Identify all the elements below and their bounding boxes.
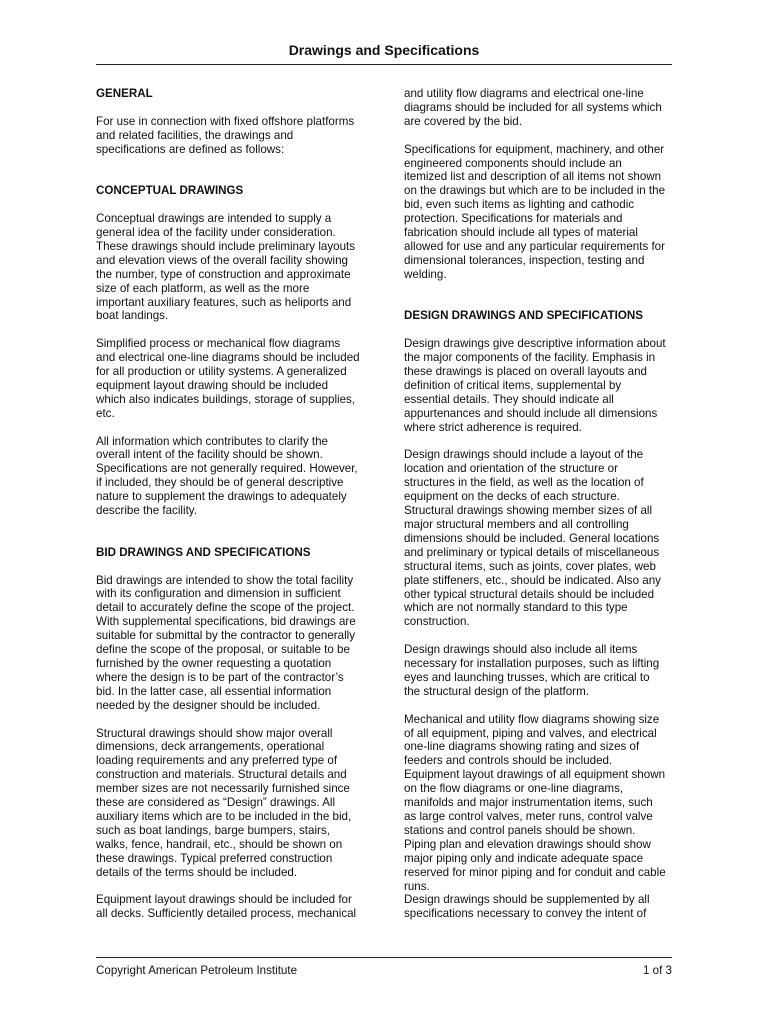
section-heading-bid: BID DRAWINGS AND SPECIFICATIONS [96, 545, 311, 559]
paragraph: Design drawings should also include all items necessary for installation purposes, such as lifting eyes and launching trusses, which are critical to the structural design of the platform. [404, 643, 660, 698]
right-column [404, 87, 668, 935]
paragraph: All information which contributes to clarify the overall intent of the facility should be shown. Specifications are not generally required. However, if included, they should be of general descriptive nature to supplement the drawings to adequately describe the facility. [96, 434, 358, 518]
paragraph: Simplified process or mechanical flow diagrams and electrical one-line diagrams should be included for all production or utility systems. A generalized equipment layout drawing should be included which also indicates buildings, storage of supplies, etc. [96, 337, 360, 420]
paragraph: Conceptual drawings are intended to supply a general idea of the facility under consideration. These drawings should include preliminary layouts and elevation views of the overall facility showing the number, type of construction and approximate size of each platform, as well as the more important auxiliary features, such as heliports and boat landings. [96, 212, 356, 323]
paragraph: Mechanical and utility flow diagrams showing size of all equipment, piping and valves, and electrical one-line diagrams showing rating and sizes of feeders and controls should be included. Equipment layout drawings of all equipment shown on the flow diagrams or one-line diagrams, manifolds and major instrumentation items, such as large control valves, meter runs, control valve stations and control panels should be shown. Piping plan and elevation drawings should show major piping only and indicate adequate space reserved for minor piping and for conduit and cable runs. [404, 712, 666, 893]
paragraph: and utility flow diagrams and electrical one-line diagrams should be included for all systems which are covered by the bid. [404, 87, 662, 128]
paragraph: Bid drawings are intended to show the total facility with its configuration and dimension in sufficient detail to accurately define the scope of the project. With supplemental specifications, bid drawings are suitable for submittal by the contractor to generally define the scope of the proposal, or suitable to be furnished by the owner requesting a quotation where the design is to be part of the contractor’s bid. In the latter case, all essential information needed by the designer should be included. [96, 573, 356, 712]
footer-copyright: Copyright American Petroleum Institute [96, 964, 298, 977]
left-column [96, 87, 360, 935]
footer-rule [96, 957, 672, 958]
paragraph: Design drawings give descriptive information about the major components of the facility. Emphasis in these drawings is placed on overall layouts and definition of critical items, supplemental by essential details. They should indicate all appurtenances and should include all dimensions where strict adherence is required. [404, 337, 666, 434]
header-rule [96, 64, 672, 65]
section-heading-design: DESIGN DRAWINGS AND SPECIFICATIONS [404, 309, 643, 323]
page-number: 1 of 3 [642, 964, 672, 977]
paragraph: Design drawings should include a layout of the location and orientation of the structure or structures in the field, as well as the location of equipment on the decks of each structure. Structural drawings showing member sizes of all major structural members and all controlling dimensions should be included. General locations and preliminary or typical details of miscellaneous structural items, such as joints, cover plates, web plate stiffeners, etc., should be indicated. Also any other typical structural details should be included which are not normally standard to this type construction. [404, 448, 661, 629]
paragraph: Structural drawings should show major overall dimensions, deck arrangements, operational loading requirements and any preferred type of construction and materials. Structural details and member sizes are not necessarily furnished since these are considered as “Design” drawings. All auxiliary items which are to be included in the bid, such as boat landings, barge bumpers, stairs, walks, fence, handrail, etc., should be shown on these drawings. Typical preferred construction details of the terms should be included. [96, 726, 352, 879]
section-heading-general: GENERAL [96, 87, 153, 100]
paragraph: For use in connection with fixed offshore platforms and related facilities, the drawings and specifications are defined as follows: [96, 114, 355, 156]
paragraph: Equipment layout drawings should be included for all decks. Sufficiently detailed process, mechanical [96, 893, 357, 921]
page-title: Drawings and Specifications [288, 42, 480, 58]
paragraph: Specifications for equipment, machinery, and other engineered components should include an itemized list and description of all items not shown on the drawings but which are to be included in the bid, even such items as lighting and cathodic protection. Specifications for materials and fabrication should include all types of material allowed for use and any particular requirements for dimensional tolerances, inspection, testing and welding. [404, 142, 666, 281]
paragraph: Design drawings should be supplemented by all specifications necessary to convey the intent of [404, 893, 650, 921]
section-heading-conceptual: CONCEPTUAL DRAWINGS [96, 184, 244, 198]
